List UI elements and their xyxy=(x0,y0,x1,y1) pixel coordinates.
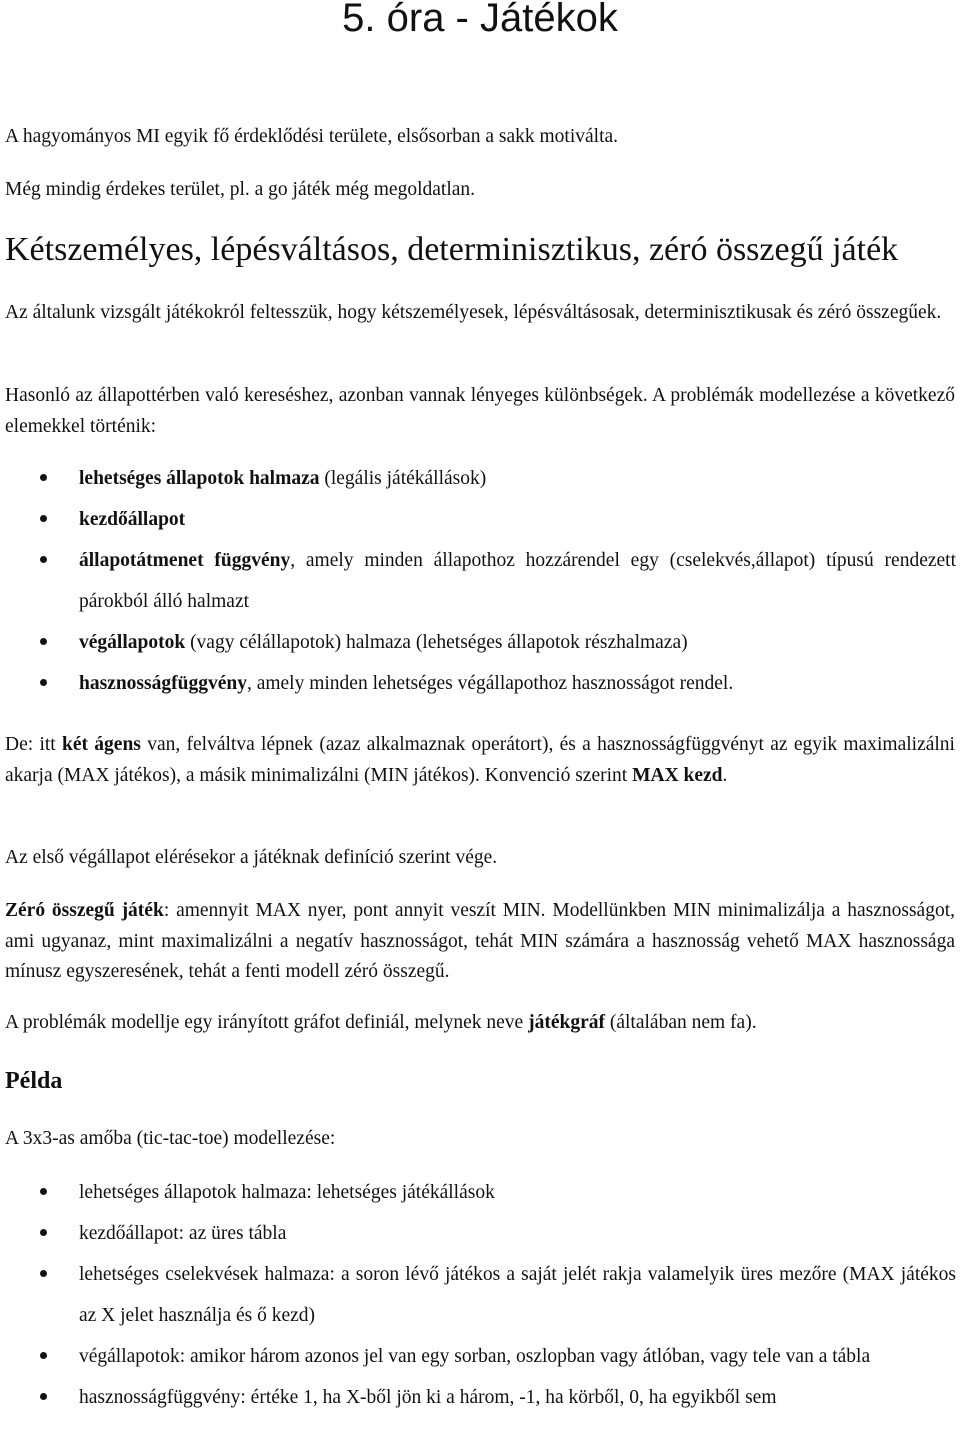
model-elements-list xyxy=(0,458,960,704)
paragraph-agents xyxy=(5,730,955,791)
list-item xyxy=(0,622,956,663)
bullet-icon xyxy=(40,474,47,481)
bullet-icon xyxy=(40,1270,47,1277)
list-item xyxy=(0,1254,956,1336)
example-heading: Példa xyxy=(5,1068,63,1094)
bullet-icon xyxy=(40,556,47,563)
paragraph-end-condition: Az első végállapot elérésekor a játéknak definíció szerint vége. xyxy=(5,847,498,868)
bullet-icon xyxy=(40,679,47,686)
section-heading: Kétszemélyes, lépésváltásos, determinisztikus, zéró összegű játék xyxy=(5,231,899,268)
text-span: De: itt xyxy=(5,734,63,755)
bullet-icon xyxy=(40,1352,47,1359)
term-description: (legális játékállások) xyxy=(319,468,487,489)
term: állapotátmenet függvény xyxy=(79,550,291,571)
list-item xyxy=(0,499,956,540)
list-item xyxy=(0,540,956,622)
bullet-icon xyxy=(40,638,47,645)
example-list xyxy=(0,1172,960,1418)
term: kezdőállapot xyxy=(79,509,186,530)
list-item xyxy=(0,1172,956,1213)
term: hasznosságfüggvény xyxy=(79,673,247,694)
bold-term: két ágens xyxy=(62,734,141,755)
bullet-icon xyxy=(40,515,47,522)
bullet-icon xyxy=(40,1393,47,1400)
term: lehetséges állapotok halmaza xyxy=(79,468,320,489)
text-span: van, felváltva lépnek (azaz alkalmaznak operátort), és a hasznosságfüggvényt az egyik maximalizálni akarja (MAX játékos), a másik minimalizálni (MIN játékos). Konvenció szerint xyxy=(5,734,955,786)
bullet-icon xyxy=(40,1229,47,1236)
list-item xyxy=(0,1213,956,1254)
term: végállapotok xyxy=(79,632,186,653)
list-item xyxy=(0,458,956,499)
bullet-icon xyxy=(40,1188,47,1195)
paragraph-game-graph xyxy=(5,1008,955,1039)
text-span: . xyxy=(722,764,728,786)
intro-line-1: A hagyományos MI egyik fő érdeklődési területe, elsősorban a sakk motiválta. xyxy=(5,126,619,147)
bold-term: játékgráf xyxy=(528,1012,605,1033)
list-item-text: kezdőállapot: az üres tábla xyxy=(79,1223,287,1244)
list-item-text: végállapotok: amikor három azonos jel van egy sorban, oszlopban vagy átlóban, vagy tele van a tábla xyxy=(79,1346,871,1367)
example-intro: A 3x3-as amőba (tic-tac-toe) modellezése: xyxy=(5,1128,336,1149)
term-description: , amely minden állapothoz hozzárendel egy (cselekvés,állapot) típusú rendezett párokból álló halmazt xyxy=(79,550,956,612)
page-title: 5. óra - Játékok xyxy=(342,0,618,40)
text-span: A problémák modellje egy irányított gráfot definiál, melynek neve xyxy=(5,1012,529,1033)
paragraph-similar: Hasonló az állapottérben való kereséshez, azonban vannak lényeges különbségek. A problémák modellezése a következő elemekkel történik: xyxy=(5,385,955,437)
list-item-text: lehetséges cselekvések halmaza: a soron lévő játékos a saját jelét rakja valamelyik üres mezőre (MAX játékos az X jelet használja és ő kezd) xyxy=(79,1264,956,1326)
term-description: , amely minden lehetséges végállapothoz hasznosságot rendel. xyxy=(246,673,734,694)
list-item-text: lehetséges állapotok halmaza: lehetséges játékállások xyxy=(79,1182,495,1203)
paragraph-zero-sum xyxy=(5,896,955,988)
paragraph-assumption: Az általunk vizsgált játékokról feltesszük, hogy kétszemélyesek, lépésváltásosak, determinisztikusak és zéró összegűek. xyxy=(5,302,942,323)
bold-term: Zéró összegű játék xyxy=(5,900,164,921)
term-description: (vagy célállapotok) halmaza (lehetséges állapotok részhalmaza) xyxy=(185,632,688,653)
text-span: : amennyit MAX nyer, pont annyit veszít MIN. Modellünkben MIN minimalizálja a hasznosságot, ami ugyanaz, mint maximalizálni a negatív hasznosságot, tehát MIN számára a hasznosság vehető MAX hasznossága mínusz egyszeresének, tehát a fenti modell zéró összegű. xyxy=(5,900,956,982)
list-item xyxy=(0,663,956,704)
text-span: (általában nem fa). xyxy=(604,1012,757,1033)
intro-line-2: Még mindig érdekes terület, pl. a go játék még megoldatlan. xyxy=(5,179,476,200)
bold-term: MAX kezd xyxy=(632,764,723,786)
list-item xyxy=(0,1377,956,1418)
list-item-text: hasznosságfüggvény: értéke 1, ha X-ből jön ki a három, -1, ha körből, 0, ha egyikből sem xyxy=(79,1387,777,1408)
list-item xyxy=(0,1336,956,1377)
